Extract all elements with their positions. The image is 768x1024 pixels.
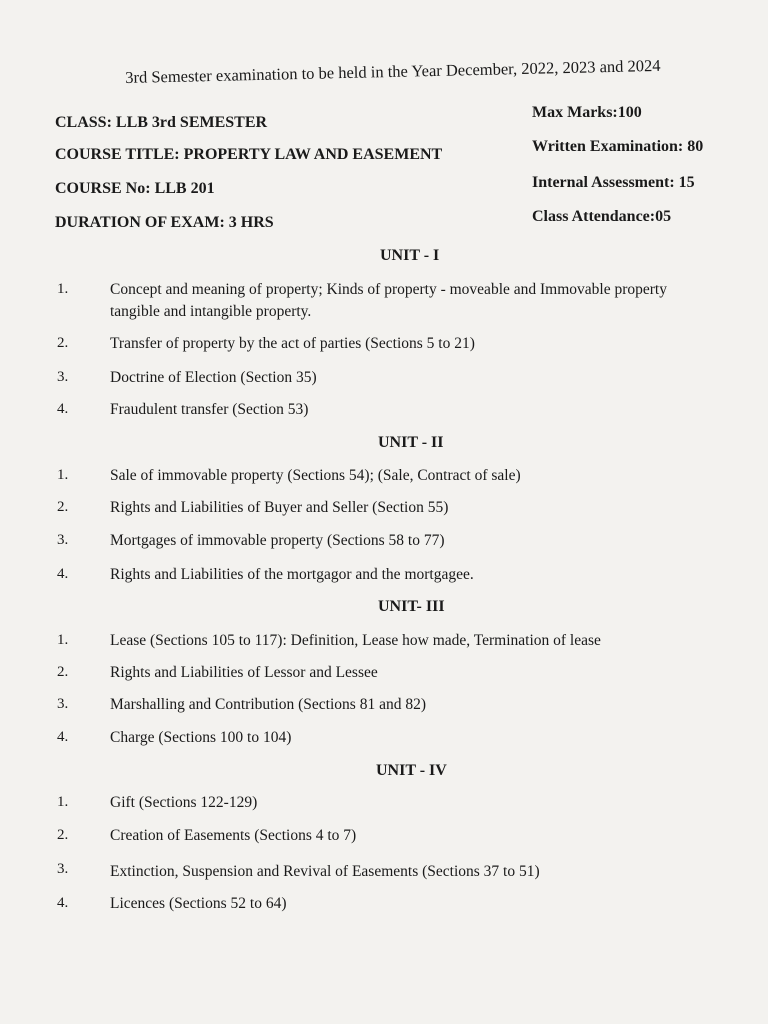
item-text: Rights and Liabilities of Buyer and Seller (Section 55) (110, 499, 449, 516)
item-number: 3. (57, 696, 69, 712)
item-text: Extinction, Suspension and Revival of Easements (Sections 37 to 51) (110, 863, 540, 880)
item-text: Transfer of property by the act of parties (Sections 5 to 21) (110, 335, 475, 352)
course-title-label: COURSE TITLE: PROPERTY LAW AND EASEMENT (55, 146, 443, 163)
item-text-continued: tangible and intangible property. (110, 303, 312, 320)
class-label: CLASS: LLB 3rd SEMESTER (55, 114, 268, 131)
item-text: Gift (Sections 122-129) (110, 794, 258, 811)
item-text: Rights and Liabilities of the mortgagor and the mortgagee. (110, 566, 474, 583)
item-text: Concept and meaning of property; Kinds of property - moveable and Immovable property (110, 281, 667, 298)
item-text: Marshalling and Contribution (Sections 81 and 82) (110, 696, 426, 713)
item-text: Charge (Sections 100 to 104) (110, 729, 292, 746)
item-number: 2. (57, 827, 69, 843)
item-text: Lease (Sections 105 to 117): Definition, Lease how made, Termination of lease (110, 632, 601, 649)
unit-title: UNIT - I (380, 247, 440, 264)
class-attendance-label: Class Attendance:05 (532, 208, 672, 225)
item-number: 1. (57, 467, 69, 483)
item-number: 2. (57, 499, 69, 515)
item-number: 1. (57, 794, 69, 810)
item-number: 4. (57, 895, 69, 911)
exam-duration-label: DURATION OF EXAM: 3 HRS (55, 214, 274, 231)
item-text: Rights and Liabilities of Lessor and Lessee (110, 664, 378, 681)
item-text: Licences (Sections 52 to 64) (110, 895, 287, 912)
item-number: 1. (57, 632, 69, 648)
item-text: Sale of immovable property (Sections 54); (Sale, Contract of sale) (110, 467, 521, 484)
unit-title: UNIT - IV (376, 762, 447, 779)
item-number: 2. (57, 335, 69, 351)
max-marks-label: Max Marks:100 (532, 104, 642, 121)
unit-title: UNIT - II (378, 434, 444, 451)
item-number: 3. (57, 861, 69, 877)
item-text: Fraudulent transfer (Section 53) (110, 401, 309, 418)
exam-heading: 3rd Semester examination to be held in the Year December, 2022, 2023 and 2024 (125, 55, 661, 87)
item-number: 1. (57, 281, 69, 297)
written-exam-marks-label: Written Examination: 80 (532, 138, 704, 155)
item-number: 4. (57, 566, 69, 582)
item-number: 3. (57, 532, 69, 548)
item-text: Mortgages of immovable property (Sections 58 to 77) (110, 532, 445, 549)
course-number-label: COURSE No: LLB 201 (55, 180, 215, 197)
item-number: 4. (57, 729, 69, 745)
item-text: Creation of Easements (Sections 4 to 7) (110, 827, 357, 844)
unit-title: UNIT- III (378, 598, 445, 615)
item-number: 2. (57, 664, 69, 680)
item-number: 3. (57, 369, 69, 385)
internal-assessment-label: Internal Assessment: 15 (532, 174, 695, 191)
item-number: 4. (57, 401, 69, 417)
item-text: Doctrine of Election (Section 35) (110, 369, 317, 386)
